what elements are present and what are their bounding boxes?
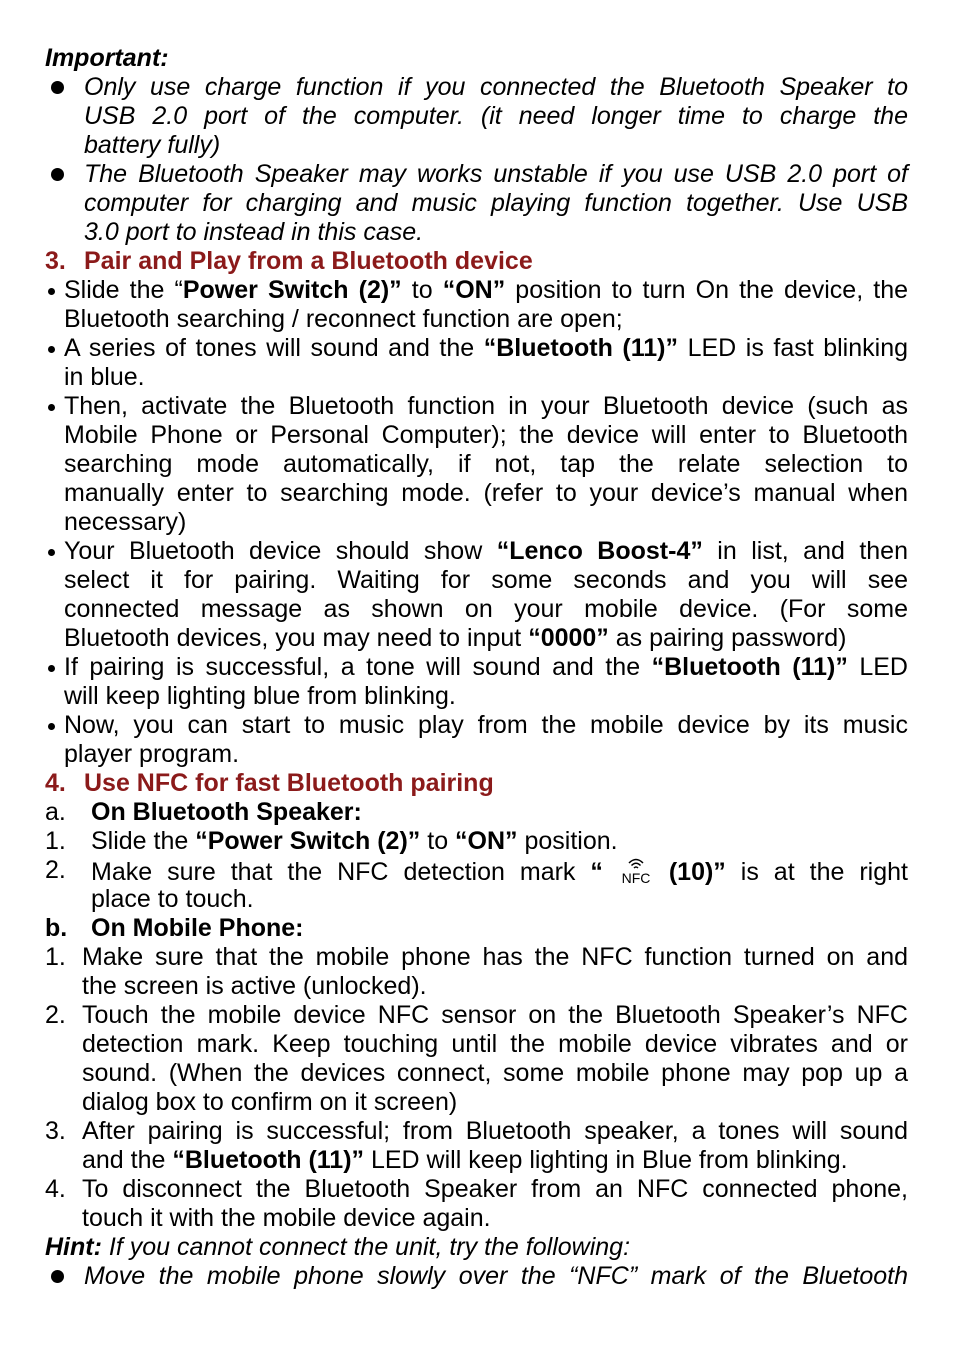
s3-bullet-4-line-4: Bluetooth devices, you may need to input “0000” as pairing password) [64, 624, 847, 652]
svg-text:NFC: NFC [621, 870, 651, 884]
bullet-dot [51, 1270, 64, 1283]
s4b-item-2-line: sound. (When the devices connect, some mobile phone may pop up a [82, 1059, 908, 1087]
subsection-label: a. [45, 798, 66, 826]
s3-bullet-6-line-1: Now, you can start to music play from the mobile device by its music [64, 711, 908, 739]
bullet-dot [51, 168, 64, 181]
important-heading: Important: [45, 44, 169, 72]
important-block [0, 44, 954, 1291]
s4b-item-4-line-1: To disconnect the Bluetooth Speaker from an NFC connected phone, [82, 1175, 908, 1203]
s3-bullet-3-line: manually enter to searching mode. (refer to your device’s manual when [64, 479, 908, 507]
hint-text: If you cannot connect the unit, try the following: [101, 1233, 631, 1261]
subsection-title: On Mobile Phone: [91, 914, 304, 942]
bullet-dot [48, 288, 55, 295]
section-title: Use NFC for fast Bluetooth pairing [84, 769, 494, 797]
important-item-1-line: battery fully) [84, 131, 221, 159]
s4a-item-2-line-1: Make sure that the NFC detection mark “ NFC (10)” is at the right [91, 858, 908, 886]
s3-bullet-2-line-1: A series of tones will sound and the “Bluetooth (11)” LED is fast blinking [64, 334, 908, 362]
s3-bullet-3-line: searching mode automatically, if not, tap the relate selection to [64, 450, 908, 478]
item-number: 4. [45, 1175, 66, 1203]
s4b-item-2-line: dialog box to confirm on it screen) [82, 1088, 458, 1116]
bullet-dot [48, 549, 55, 556]
section-title: Pair and Play from a Bluetooth device [84, 247, 533, 275]
item-number: 3. [45, 1117, 66, 1145]
s3-bullet-4-line-2: select it for pairing. Waiting for some seconds and you will see [64, 566, 908, 594]
s4b-item-1-line-2: the screen is active (unlocked). [82, 972, 427, 1000]
s3-bullet-4-line-3: connected message as shown on your mobile device. (For some [64, 595, 908, 623]
s4b-item-1-line-1: Make sure that the mobile phone has the NFC function turned on and [82, 943, 908, 971]
item-number: 1. [45, 943, 66, 971]
bullet-dot [48, 665, 55, 672]
important-item-1-line: Only use charge function if you connected the Bluetooth Speaker to [84, 73, 908, 101]
item-number: 2. [45, 856, 66, 884]
s3-bullet-1-line-1: Slide the “Power Switch (2)” to “ON” position to turn On the device, the [64, 276, 908, 304]
s4b-item-3-line-1: After pairing is successful; from Bluetooth speaker, a tones will sound [82, 1117, 908, 1145]
s4a-item-2-line-2: place to touch. [91, 885, 254, 913]
important-item-1-line: USB 2.0 port of the computer. (it need longer time to charge the [84, 102, 908, 130]
s3-bullet-6-line-2: player program. [64, 740, 240, 768]
important-item-2-line: 3.0 port to instead in this case. [84, 218, 424, 246]
subsection-title: On Bluetooth Speaker: [91, 798, 362, 826]
item-number: 2. [45, 1001, 66, 1029]
s4b-item-2-line: detection mark. Keep touching until the mobile device vibrates and or [82, 1030, 908, 1058]
subsection-label: b. [45, 914, 68, 942]
bullet-dot [48, 404, 55, 411]
section-3-heading [0, 247, 954, 276]
bullet-dot [51, 81, 64, 94]
s3-bullet-2-line-2: in blue. [64, 363, 145, 391]
s3-bullet-3-line: Mobile Phone or Personal Computer); the device will enter to Bluetooth [64, 421, 908, 449]
section-4-heading [0, 769, 954, 798]
s3-bullet-4-line-1: Your Bluetooth device should show “Lenco Boost-4” in list, and then [64, 537, 908, 565]
s4b-item-4-line-2: touch it with the mobile device again. [82, 1204, 491, 1232]
s4a-item-1: Slide the “Power Switch (2)” to “ON” position. [91, 827, 618, 855]
important-item-2-line: The Bluetooth Speaker may works unstable if you use USB 2.0 port of [84, 160, 908, 188]
bullet-dot [48, 346, 55, 353]
hint-label: Hint: [45, 1233, 102, 1261]
s4b-item-2-line: Touch the mobile device NFC sensor on the Bluetooth Speaker’s NFC [82, 1001, 908, 1029]
s3-bullet-3-line: Then, activate the Bluetooth function in your Bluetooth device (such as [64, 392, 908, 420]
s3-bullet-3-line: necessary) [64, 508, 187, 536]
s3-bullet-5-line-2: will keep lighting blue from blinking. [64, 682, 456, 710]
section-number: 3. [45, 247, 66, 275]
bullet-dot [48, 723, 55, 730]
hint-item: Move the mobile phone slowly over the “NFC” mark of the Bluetooth [84, 1262, 908, 1290]
subsection-b-heading [0, 914, 954, 943]
important-item-2-line: computer for charging and music playing function together. Use USB [84, 189, 908, 217]
nfc-mark-icon [618, 856, 654, 884]
s4b-item-3-line-2: and the “Bluetooth (11)” LED will keep lighting in Blue from blinking. [82, 1146, 848, 1174]
s3-bullet-5-line-1: If pairing is successful, a tone will sound and the “Bluetooth (11)” LED [64, 653, 908, 681]
section-number: 4. [45, 769, 66, 797]
hint-line [0, 1233, 954, 1262]
subsection-a-heading [0, 798, 954, 827]
s3-bullet-1-line-2: Bluetooth searching / reconnect function are open; [64, 305, 623, 333]
item-number: 1. [45, 827, 66, 855]
